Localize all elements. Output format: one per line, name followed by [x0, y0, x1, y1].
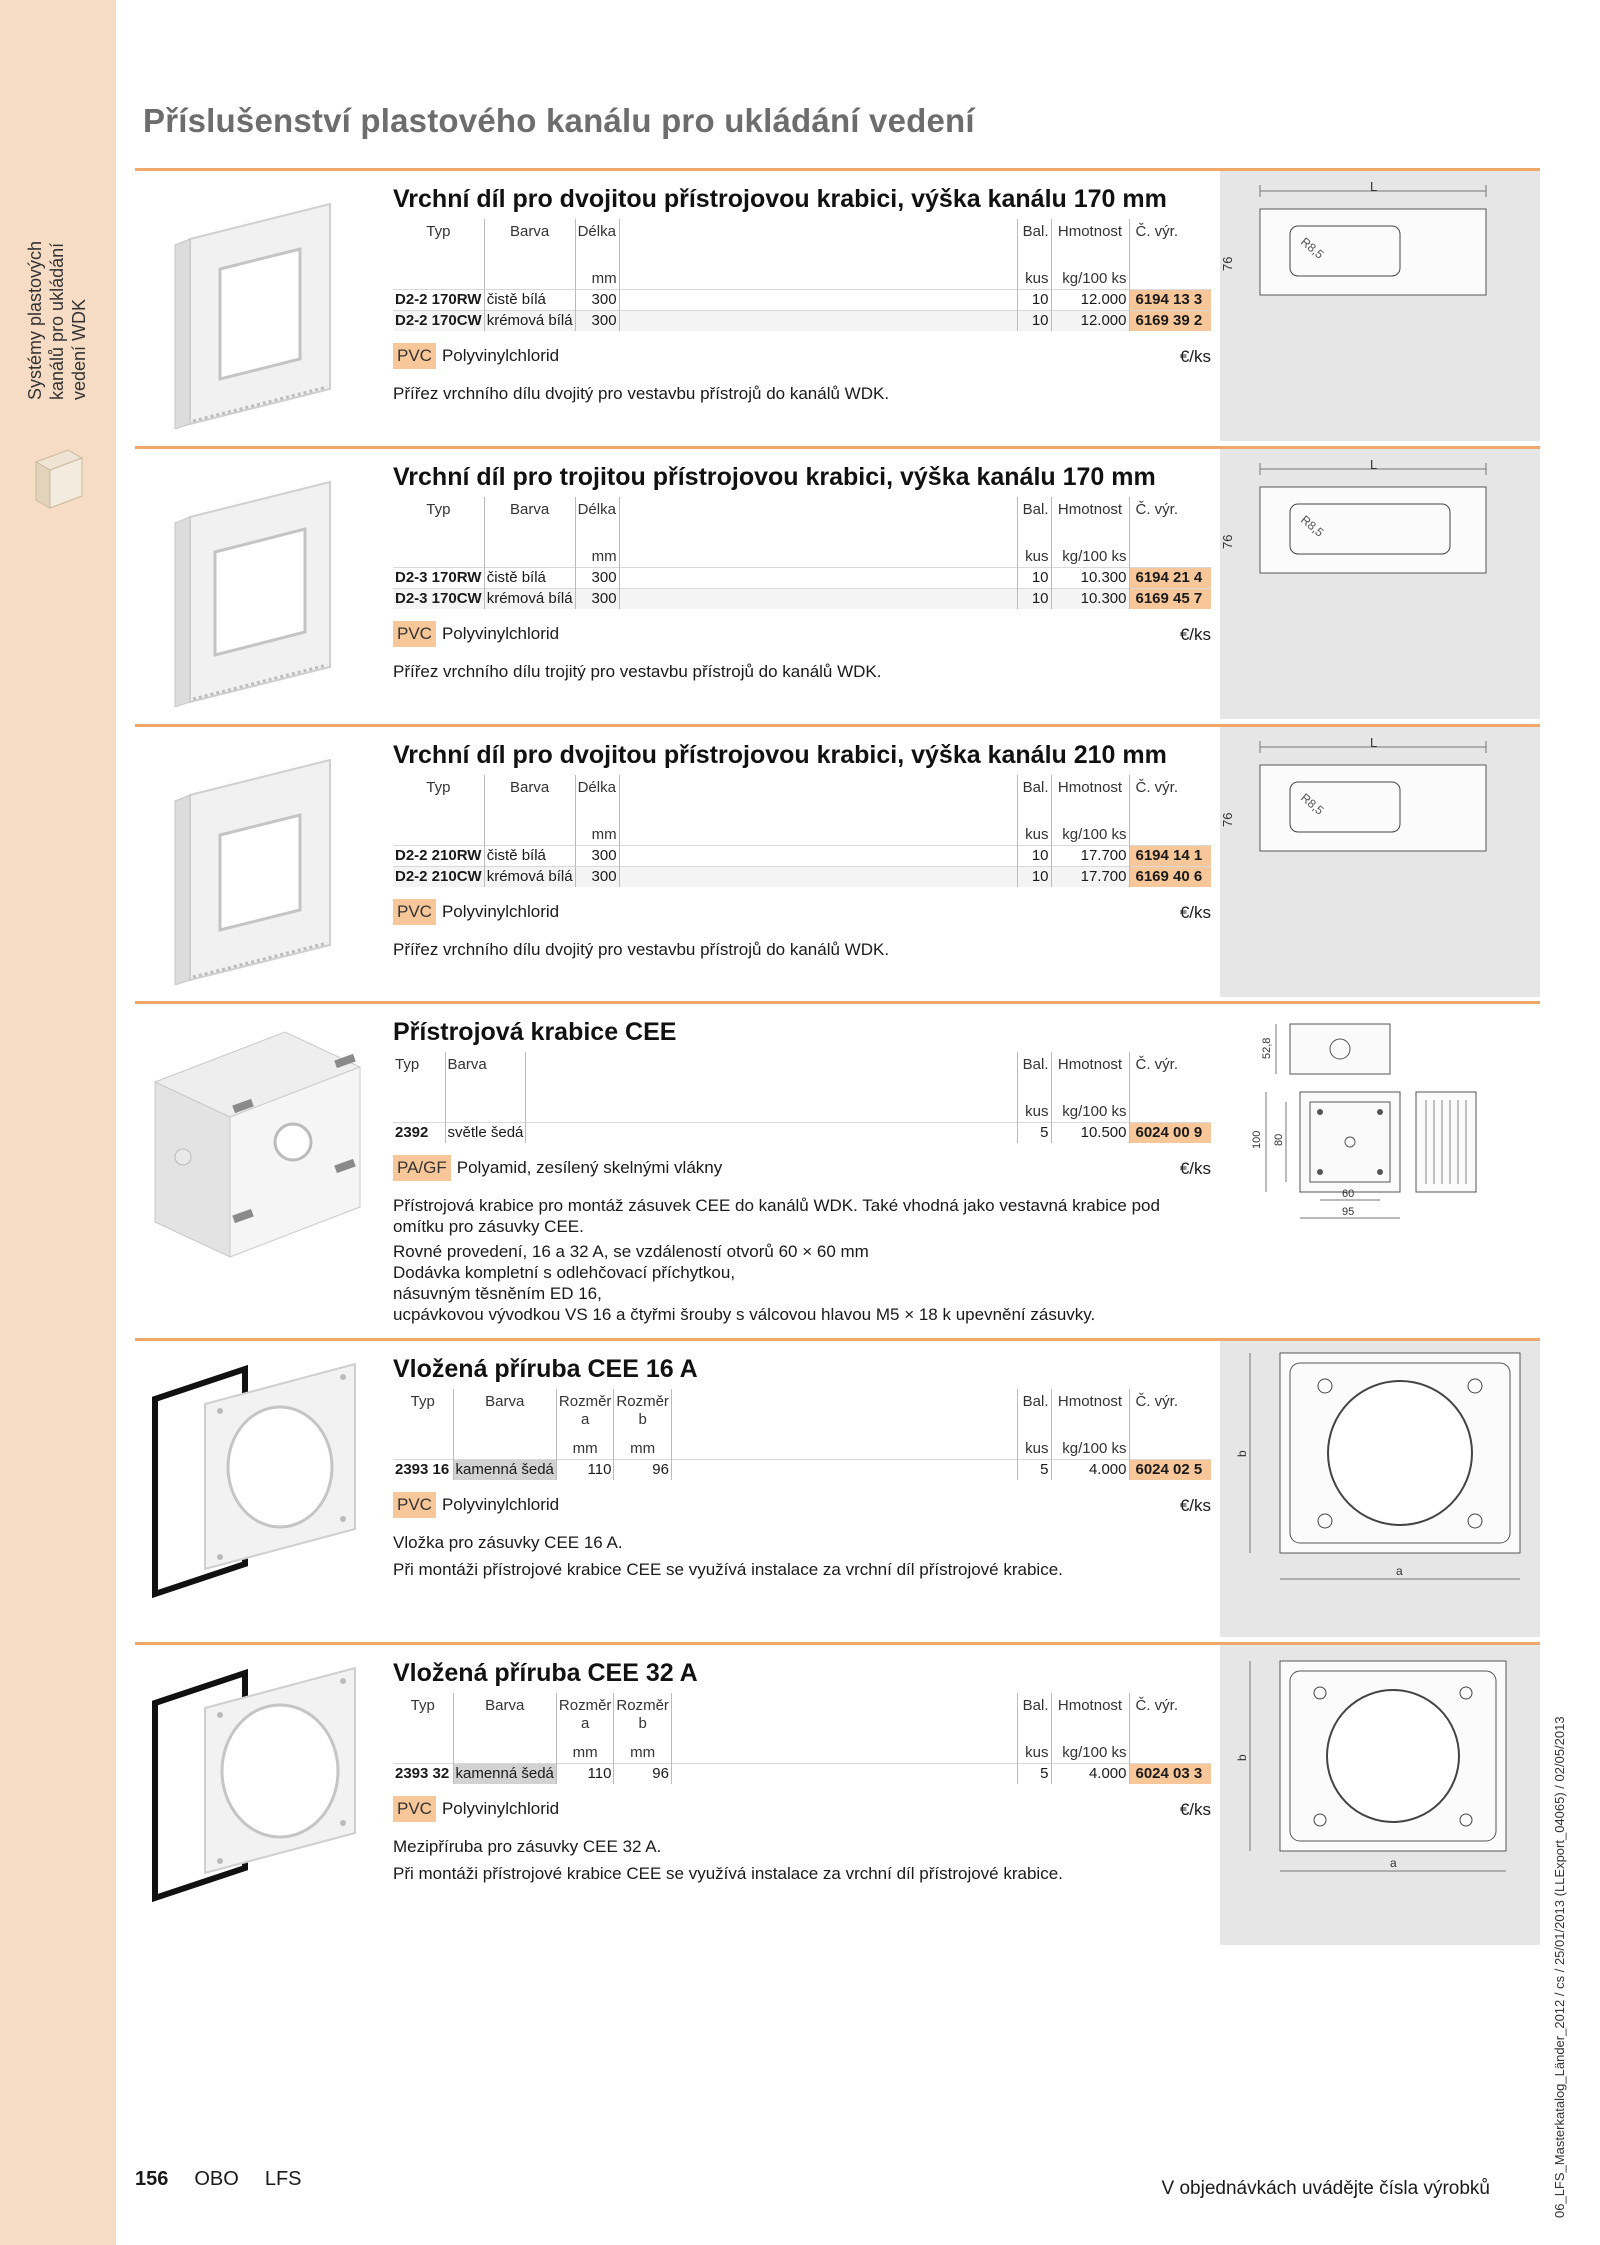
description-line: násuvným těsněním ED 16,: [393, 1284, 602, 1303]
description-line: ucpávkovou vývodkou VS 16 a čtyřmi šrouby s válcovou hlavou M5 × 18 k upevnění zásuvky.: [393, 1305, 1096, 1324]
unit-delka: mm: [575, 825, 619, 845]
dimension-diagram: [1220, 449, 1540, 719]
price-unit: €/ks: [1179, 625, 1211, 644]
product-image-cover-double-210: [135, 735, 385, 985]
cell-b: 96: [614, 1763, 672, 1784]
price-unit: €/ks: [1179, 1496, 1211, 1515]
material-name: Polyamid, zesílený skelnými vlákny: [456, 1158, 723, 1177]
col-barva: Barva: [453, 1389, 556, 1439]
description: [393, 1532, 1211, 1580]
section-content: [393, 1653, 1211, 1884]
cell-hmotnost: 12.000: [1051, 310, 1129, 331]
col-rozmer-b: Rozměr b: [614, 1693, 672, 1743]
dim-a: a: [1390, 1856, 1397, 1870]
dim-l: L: [1370, 735, 1378, 750]
description: [393, 383, 1211, 404]
material-line: [393, 1155, 1211, 1183]
col-hmotnost: Hmotnost: [1051, 219, 1129, 269]
product-section: [135, 168, 1540, 438]
unit-bal: kus: [1017, 1102, 1051, 1122]
table-row: [393, 289, 1211, 310]
product-section: [135, 1338, 1540, 1634]
cell-bal: 5: [1017, 1763, 1051, 1784]
table-row: [393, 588, 1211, 609]
col-typ: Typ: [426, 779, 451, 796]
unit-bal: kus: [1017, 1439, 1051, 1459]
unit-hmotnost: kg/100 ks: [1051, 1439, 1129, 1459]
cell-hmotnost: 12.000: [1051, 289, 1129, 310]
flange-dimension-drawing: [1220, 1341, 1540, 1637]
col-hmotnost: Hmotnost: [1051, 775, 1129, 825]
section-content: [393, 457, 1211, 682]
col-bal: Bal.: [1017, 1052, 1051, 1102]
col-bal: Bal.: [1017, 775, 1051, 825]
dim-h: 76: [1220, 812, 1235, 827]
material-name: Polyvinylchlorid: [441, 902, 560, 921]
section-title: Vložená příruba CEE 32 A: [393, 1659, 698, 1687]
material-badge: PVC: [393, 899, 436, 925]
spec-table: [393, 775, 1211, 887]
material-badge: PVC: [393, 1492, 436, 1518]
col-typ: Typ: [426, 223, 451, 240]
cell-hmotnost: 10.300: [1051, 567, 1129, 588]
col-delka: Délka: [575, 497, 619, 547]
unit-a: mm: [556, 1743, 614, 1763]
sidebar-line-1: Systémy plastových: [25, 240, 45, 400]
unit-bal: kus: [1017, 269, 1051, 289]
cover-dimension-drawing: [1220, 449, 1540, 719]
product-image-flange-16a: [135, 1349, 385, 1599]
material-line: [393, 621, 1211, 649]
cell-bal: 5: [1017, 1122, 1051, 1143]
product-image-cover-triple: [135, 457, 385, 707]
material-badge: PVC: [393, 343, 436, 369]
cell-delka: 300: [575, 289, 619, 310]
sidebar-chapter-label: [24, 204, 124, 424]
description-line: Při montáži přístrojové krabice CEE se využívá instalace za vrchní díl přístrojové krabice.: [393, 1864, 1063, 1883]
description-line: Při montáži přístrojové krabice CEE se využívá instalace za vrchní díl přístrojové krabice.: [393, 1560, 1063, 1579]
dimension-diagram: [1220, 1341, 1540, 1637]
col-barva: Barva: [453, 1693, 556, 1743]
cell-typ: 2393 16: [393, 1459, 453, 1480]
footer-note: V objednávkách uvádějte čísla výrobků: [1161, 2178, 1490, 2199]
cell-typ: 2392: [393, 1122, 445, 1143]
footer-brand: OBO: [194, 2168, 239, 2190]
product-section: [135, 1001, 1540, 1331]
cell-delka: 300: [575, 310, 619, 331]
col-delka: Délka: [575, 219, 619, 269]
unit-hmotnost: kg/100 ks: [1051, 825, 1129, 845]
table-row: [393, 1763, 1211, 1784]
section-title: Vrchní díl pro trojitou přístrojovou krabici, výška kanálu 170 mm: [393, 463, 1156, 491]
dim-b: b: [1235, 1754, 1249, 1761]
table-row: [393, 1122, 1211, 1143]
price-unit: €/ks: [1179, 1800, 1211, 1819]
dim-h: 76: [1220, 534, 1235, 549]
description-line: Přířez vrchního dílu trojitý pro vestavbu přístrojů do kanálů WDK.: [393, 662, 882, 681]
col-barva: Barva: [484, 775, 575, 825]
cell-barva: krémová bílá: [484, 866, 575, 887]
dim-a: a: [1396, 1564, 1403, 1578]
unit-b: mm: [614, 1439, 672, 1459]
material-badge: PVC: [393, 621, 436, 647]
cell-typ: D2-2 210CW: [393, 866, 484, 887]
dim-100: 100: [1251, 1130, 1263, 1149]
cell-bal: 10: [1017, 567, 1051, 588]
sidebar-line-2: kanálů pro ukládání: [47, 242, 67, 400]
description-line: Přířez vrchního dílu dvojitý pro vestavbu přístrojů do kanálů WDK.: [393, 384, 890, 403]
col-cv: Č. výr.: [1129, 1389, 1211, 1439]
dim-r: R8,5: [1298, 512, 1327, 540]
col-bal: Bal.: [1017, 1693, 1051, 1743]
col-cv: Č. výr.: [1129, 219, 1211, 269]
unit-bal: kus: [1017, 1743, 1051, 1763]
spec-table: [393, 497, 1211, 609]
cell-barva: světle šedá: [445, 1122, 526, 1143]
col-bal: Bal.: [1017, 219, 1051, 269]
dim-52-8: 52,8: [1261, 1037, 1273, 1059]
dimension-diagram: [1220, 171, 1540, 441]
vertical-catalog-note: 06_LFS_Masterkatalog_Länder_2012 / cs / 25/01/2013 (LLExport_04065) / 02/05/2013: [1552, 1716, 1567, 2218]
description-line: Přířez vrchního dílu dvojitý pro vestavbu přístrojů do kanálů WDK.: [393, 940, 890, 959]
cell-barva: kamenná šedá: [453, 1763, 556, 1784]
flange-dimension-drawing: [1220, 1645, 1540, 1945]
spec-table: [393, 1389, 1211, 1480]
cell-cv: 6024 02 5: [1129, 1459, 1211, 1480]
cell-bal: 10: [1017, 866, 1051, 887]
description: [393, 661, 1211, 682]
price-unit: €/ks: [1179, 1159, 1211, 1178]
spec-table: [393, 1693, 1211, 1784]
product-image-cover-double: [135, 179, 385, 429]
cell-cv: 6194 14 1: [1129, 845, 1211, 866]
cell-cv: 6194 13 3: [1129, 289, 1211, 310]
material-line: [393, 1492, 1211, 1520]
dim-b: b: [1235, 1450, 1249, 1457]
col-typ: Typ: [395, 1056, 420, 1073]
col-bal: Bal.: [1017, 1389, 1051, 1439]
footer-series: LFS: [264, 2168, 302, 2190]
col-barva: Barva: [484, 497, 575, 547]
section-content: [393, 1349, 1211, 1580]
col-barva: Barva: [484, 219, 575, 269]
cell-bal: 10: [1017, 588, 1051, 609]
product-section: [135, 1642, 1540, 1942]
cell-a: 110: [556, 1763, 614, 1784]
table-row: [393, 866, 1211, 887]
unit-hmotnost: kg/100 ks: [1051, 547, 1129, 567]
material-name: Polyvinylchlorid: [441, 1799, 560, 1818]
sidebar: [0, 0, 116, 2245]
col-cv: Č. výr.: [1129, 775, 1211, 825]
cell-delka: 300: [575, 567, 619, 588]
dimension-diagram: [1220, 727, 1540, 997]
material-name: Polyvinylchlorid: [441, 346, 560, 365]
cell-hmotnost: 4.000: [1051, 1763, 1129, 1784]
col-hmotnost: Hmotnost: [1051, 497, 1129, 547]
cell-typ: D2-3 170RW: [393, 567, 484, 588]
dimension-diagram: [1220, 1004, 1540, 1334]
cable-duct-icon: [34, 448, 84, 510]
section-title: Vrchní díl pro dvojitou přístrojovou krabici, výška kanálu 210 mm: [393, 741, 1167, 769]
col-rozmer-a: Rozměr a: [556, 1389, 614, 1439]
box-dimension-drawing: [1220, 1004, 1540, 1334]
cell-cv: 6194 21 4: [1129, 567, 1211, 588]
section-content: [393, 179, 1211, 404]
dim-l: L: [1370, 179, 1378, 194]
col-hmotnost: Hmotnost: [1051, 1693, 1129, 1743]
cell-typ: D2-2 170CW: [393, 310, 484, 331]
section-content: [393, 735, 1211, 960]
description-line: Mezipříruba pro zásuvky CEE 32 A.: [393, 1837, 662, 1856]
dim-h: 76: [1220, 256, 1235, 271]
unit-hmotnost: kg/100 ks: [1051, 269, 1129, 289]
cell-barva: krémová bílá: [484, 310, 575, 331]
cell-typ: 2393 32: [393, 1763, 453, 1784]
description-line: Rovné provedení, 16 a 32 A, se vzdáleností otvorů 60 × 60 mm: [393, 1242, 869, 1261]
unit-a: mm: [556, 1439, 614, 1459]
page-title: Příslušenství plastového kanálu pro ukládání vedení: [143, 102, 975, 139]
cell-barva: čistě bílá: [484, 567, 575, 588]
table-row: [393, 845, 1211, 866]
col-barva: Barva: [445, 1052, 526, 1102]
product-image-cee-box: [135, 1012, 385, 1262]
unit-bal: kus: [1017, 825, 1051, 845]
material-line: [393, 899, 1211, 927]
cell-delka: 300: [575, 866, 619, 887]
description-line: Dodávka kompletní s odlehčovací příchytkou,: [393, 1263, 736, 1282]
sidebar-line-3: vedení WDK: [69, 298, 89, 400]
dim-r: R8,5: [1298, 234, 1327, 262]
description-line: Vložka pro zásuvky CEE 16 A.: [393, 1533, 623, 1552]
col-cv: Č. výr.: [1129, 1052, 1211, 1102]
cell-a: 110: [556, 1459, 614, 1480]
col-rozmer-b: Rozměr b: [614, 1389, 672, 1439]
cell-barva: krémová bílá: [484, 588, 575, 609]
section-title: Vložená příruba CEE 16 A: [393, 1355, 698, 1383]
col-typ: Typ: [410, 1697, 435, 1714]
cell-delka: 300: [575, 588, 619, 609]
col-delka: Délka: [575, 775, 619, 825]
material-name: Polyvinylchlorid: [441, 624, 560, 643]
section-content: [393, 1012, 1211, 1325]
dim-80: 80: [1273, 1133, 1285, 1146]
unit-b: mm: [614, 1743, 672, 1763]
table-row: [393, 1459, 1211, 1480]
cell-barva: čistě bílá: [484, 289, 575, 310]
section-title: Přístrojová krabice CEE: [393, 1018, 677, 1046]
table-row: [393, 310, 1211, 331]
footer-left: [135, 2168, 328, 2191]
cell-hmotnost: 17.700: [1051, 866, 1129, 887]
dimension-diagram: [1220, 1645, 1540, 1945]
material-badge: PVC: [393, 1796, 436, 1822]
description: [393, 939, 1211, 960]
description: [393, 1195, 1173, 1325]
cell-barva: kamenná šedá: [453, 1459, 556, 1480]
product-section: [135, 724, 1540, 994]
spec-table: [393, 1052, 1211, 1143]
cell-hmotnost: 4.000: [1051, 1459, 1129, 1480]
material-name: Polyvinylchlorid: [441, 1495, 560, 1514]
cell-cv: 6169 39 2: [1129, 310, 1211, 331]
cell-barva: čistě bílá: [484, 845, 575, 866]
cell-delka: 300: [575, 845, 619, 866]
cell-cv: 6024 00 9: [1129, 1122, 1211, 1143]
description-line: Přístrojová krabice pro montáž zásuvek CEE do kanálů WDK. Také vhodná jako vestavná krabice pod omítku pro zásuvky CEE.: [393, 1196, 1160, 1236]
cell-bal: 10: [1017, 310, 1051, 331]
col-typ: Typ: [410, 1393, 435, 1410]
col-typ: Typ: [426, 501, 451, 518]
col-cv: Č. výr.: [1129, 1693, 1211, 1743]
cover-dimension-drawing: [1220, 727, 1540, 997]
product-image-flange-32a: [135, 1653, 385, 1903]
spec-table: [393, 219, 1211, 331]
unit-hmotnost: kg/100 ks: [1051, 1102, 1129, 1122]
price-unit: €/ks: [1179, 903, 1211, 922]
material-line: [393, 343, 1211, 371]
col-bal: Bal.: [1017, 497, 1051, 547]
unit-bal: kus: [1017, 547, 1051, 567]
price-unit: €/ks: [1179, 347, 1211, 366]
material-badge: PA/GF: [393, 1155, 451, 1181]
cell-bal: 5: [1017, 1459, 1051, 1480]
description: [393, 1836, 1211, 1884]
cover-dimension-drawing: [1220, 171, 1540, 441]
unit-delka: mm: [575, 269, 619, 289]
col-cv: Č. výr.: [1129, 497, 1211, 547]
cell-typ: D2-3 170CW: [393, 588, 484, 609]
unit-hmotnost: kg/100 ks: [1051, 1743, 1129, 1763]
col-rozmer-a: Rozměr a: [556, 1693, 614, 1743]
cell-hmotnost: 10.300: [1051, 588, 1129, 609]
col-hmotnost: Hmotnost: [1051, 1052, 1129, 1102]
section-title: Vrchní díl pro dvojitou přístrojovou krabici, výška kanálu 170 mm: [393, 185, 1167, 213]
cell-bal: 10: [1017, 289, 1051, 310]
dim-95: 95: [1342, 1206, 1355, 1218]
col-hmotnost: Hmotnost: [1051, 1389, 1129, 1439]
product-section: [135, 446, 1540, 716]
cell-cv: 6024 03 3: [1129, 1763, 1211, 1784]
dim-l: L: [1370, 457, 1378, 472]
material-line: [393, 1796, 1211, 1824]
cell-typ: D2-2 170RW: [393, 289, 484, 310]
table-row: [393, 567, 1211, 588]
unit-delka: mm: [575, 547, 619, 567]
cell-hmotnost: 17.700: [1051, 845, 1129, 866]
cell-cv: 6169 45 7: [1129, 588, 1211, 609]
cell-cv: 6169 40 6: [1129, 866, 1211, 887]
page-number: 156: [135, 2168, 169, 2190]
dim-r: R8,5: [1298, 790, 1327, 818]
cell-typ: D2-2 210RW: [393, 845, 484, 866]
cell-b: 96: [614, 1459, 672, 1480]
dim-60: 60: [1342, 1188, 1355, 1200]
cell-bal: 10: [1017, 845, 1051, 866]
cell-hmotnost: 10.500: [1051, 1122, 1129, 1143]
